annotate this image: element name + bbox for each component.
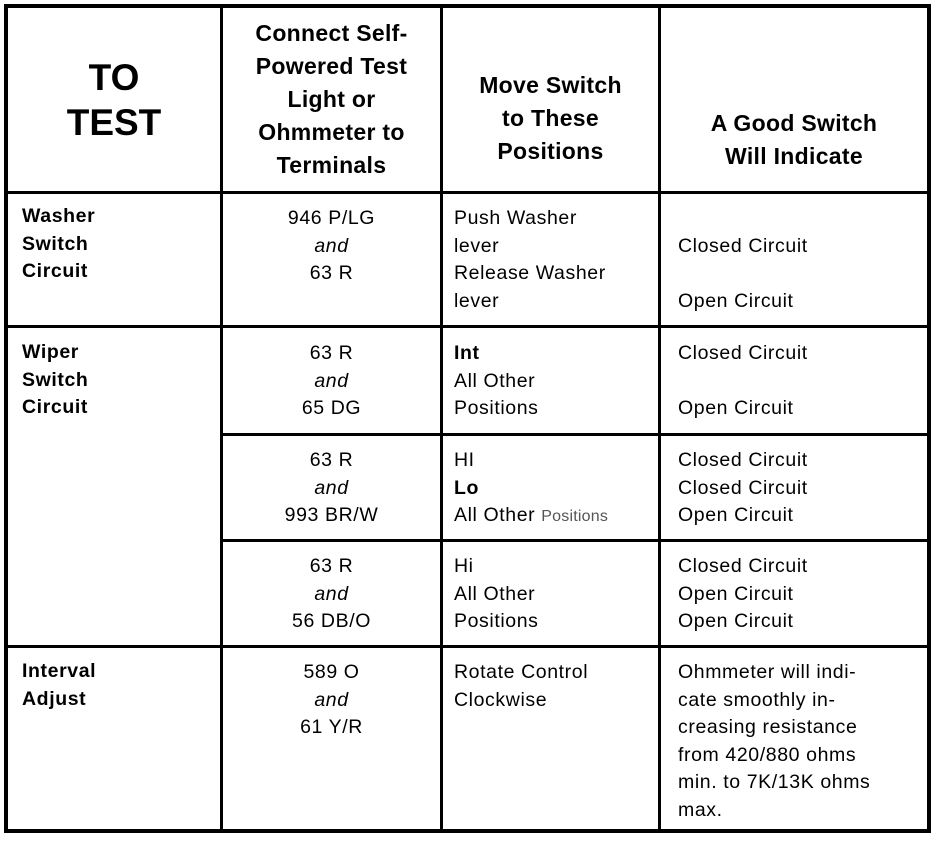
header-connect-line: Light or xyxy=(287,86,376,112)
terminal-and: and xyxy=(314,582,349,605)
header-move-switch xyxy=(443,46,658,191)
test-washer-switch-circuit xyxy=(22,203,218,286)
header-move-line: Move Switch xyxy=(479,72,622,98)
terminals-wiper-hi-lo xyxy=(223,447,440,530)
terminal-and: and xyxy=(314,476,349,499)
indicate-line: Open Circuit xyxy=(678,504,794,526)
terminal-value: 63 R xyxy=(309,342,354,364)
header-good-line: A Good Switch xyxy=(710,109,878,136)
positions-wiper-int xyxy=(454,340,658,423)
indicate-washer xyxy=(678,205,928,315)
test-label-line: Adjust xyxy=(22,687,87,710)
positions-wiper-hi xyxy=(454,553,658,636)
position-line: lever xyxy=(454,289,500,312)
header-to-test-line: TEST xyxy=(66,101,162,143)
row-divider xyxy=(222,539,929,542)
indicate-line: Ohmmeter will indi- xyxy=(678,661,857,683)
test-label-line: Circuit xyxy=(22,260,88,282)
terminal-value: 65 DG xyxy=(301,397,362,419)
position-line: All Other xyxy=(454,504,536,526)
position-line: All Other xyxy=(454,582,536,605)
position-line: Int xyxy=(454,342,480,364)
header-connect-line: Ohmmeter to xyxy=(258,119,405,145)
terminal-value: 61 Y/R xyxy=(300,716,363,738)
indicate-line: Closed Circuit xyxy=(678,555,808,577)
indicate-wiper-hi-lo xyxy=(678,447,928,530)
header-connect xyxy=(223,8,440,191)
position-line: Push Washer xyxy=(454,207,577,229)
position-line: Positions xyxy=(454,610,539,632)
terminal-and: and xyxy=(314,369,349,392)
terminals-interval xyxy=(223,659,440,742)
position-line: Hi xyxy=(454,555,474,577)
row-divider xyxy=(6,645,929,648)
header-good-line: Will Indicate xyxy=(725,142,863,169)
indicate-line: Open Circuit xyxy=(678,582,794,605)
indicate-line: min. to 7K/13K ohms xyxy=(678,771,871,793)
test-label-line: Wiper xyxy=(22,341,79,363)
indicate-line: from 420/880 ohms xyxy=(678,743,857,766)
test-interval-adjust xyxy=(22,658,218,713)
indicate-line: Closed Circuit xyxy=(678,342,808,364)
terminal-value: 946 P/LG xyxy=(287,207,376,229)
indicate-line: Closed Circuit xyxy=(678,476,808,499)
terminal-value: 63 R xyxy=(309,555,354,577)
indicate-wiper-int xyxy=(678,340,928,423)
position-line: All Other xyxy=(454,369,536,392)
test-label-line: Washer xyxy=(22,205,96,227)
terminal-value: 63 R xyxy=(309,449,354,471)
test-label-line: Interval xyxy=(22,660,97,682)
position-line: Lo xyxy=(454,476,480,499)
header-connect-line: Terminals xyxy=(276,152,387,178)
test-label-line: Circuit xyxy=(22,396,88,418)
indicate-line: Open Circuit xyxy=(678,610,794,632)
indicate-line xyxy=(678,205,928,233)
position-line: Positions xyxy=(454,397,539,419)
row-divider xyxy=(222,433,929,436)
header-move-line: to These xyxy=(502,105,599,131)
indicate-interval xyxy=(678,659,928,824)
position-line: Clockwise xyxy=(454,688,548,711)
indicate-wiper-hi xyxy=(678,553,928,636)
position-line: Rotate Control xyxy=(454,661,589,683)
terminal-value: 993 BR/W xyxy=(284,504,379,526)
header-connect-line: Powered Test xyxy=(255,53,408,79)
indicate-line: max. xyxy=(678,798,723,821)
positions-interval xyxy=(454,659,658,714)
position-line: Release Washer xyxy=(454,262,606,284)
indicate-line xyxy=(678,260,928,288)
position-line: lever xyxy=(454,234,500,257)
header-to-test xyxy=(8,8,220,191)
terminal-value: 589 O xyxy=(303,661,360,683)
terminals-wiper-int xyxy=(223,340,440,423)
header-move-line: Positions xyxy=(497,138,604,164)
position-line xyxy=(454,502,658,531)
indicate-line: Closed Circuit xyxy=(678,449,808,471)
terminal-value: 56 DB/O xyxy=(292,610,371,632)
terminal-and: and xyxy=(314,234,349,257)
header-good-switch xyxy=(661,88,927,191)
header-to-test-line: TO xyxy=(88,56,140,98)
test-wiper-switch-circuit xyxy=(22,339,218,422)
test-label-line: Switch xyxy=(22,368,89,391)
test-label-line: Switch xyxy=(22,232,89,255)
positions-wiper-hi-lo xyxy=(454,447,658,531)
position-line-faded: Positions xyxy=(541,508,609,525)
terminal-value: 63 R xyxy=(309,262,354,284)
position-line: HI xyxy=(454,449,475,471)
terminals-wiper-hi xyxy=(223,553,440,636)
terminal-and: and xyxy=(314,688,349,711)
indicate-line: Open Circuit xyxy=(678,289,794,312)
indicate-line: creasing resistance xyxy=(678,716,858,738)
indicate-line: Open Circuit xyxy=(678,397,794,419)
row-divider xyxy=(6,325,929,328)
indicate-line xyxy=(678,368,928,396)
row-divider xyxy=(6,191,929,194)
header-connect-line: Connect Self- xyxy=(255,20,408,46)
indicate-line: cate smoothly in- xyxy=(678,688,836,711)
positions-washer xyxy=(454,205,658,315)
indicate-line: Closed Circuit xyxy=(678,234,808,257)
terminals-washer xyxy=(223,205,440,288)
